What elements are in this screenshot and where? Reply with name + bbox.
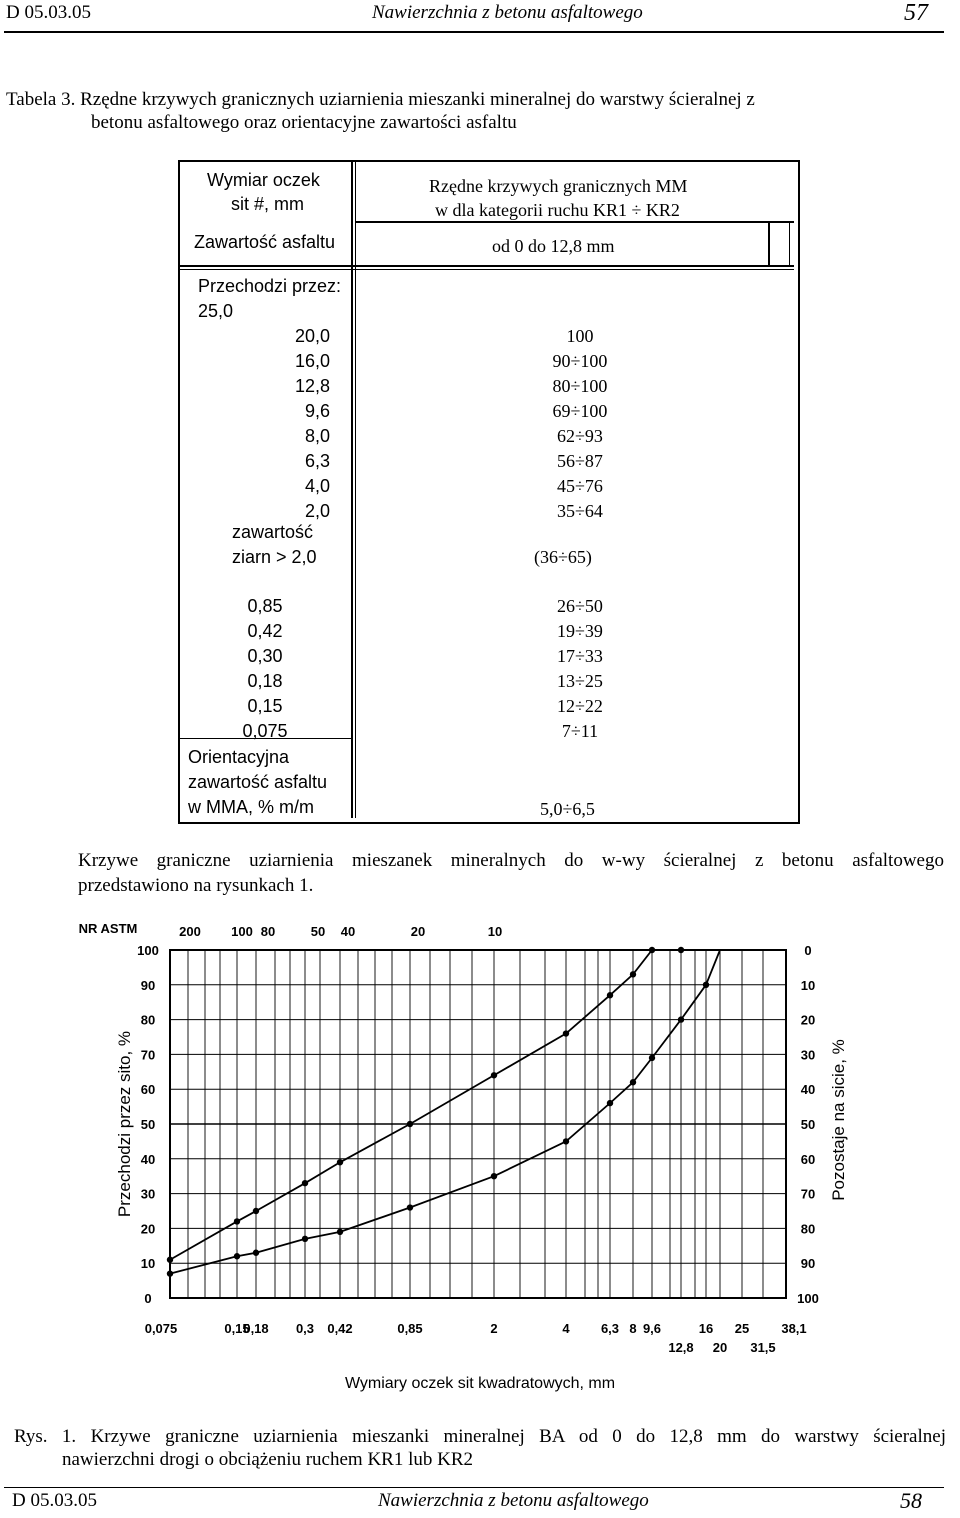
y-tick-right: 100 <box>797 1291 819 1306</box>
passing-range: 62÷93 <box>557 426 603 446</box>
y-tick-right: 60 <box>800 1151 816 1167</box>
table-divider-vertical <box>351 162 353 818</box>
series-line <box>170 950 681 1260</box>
top-axis-tick: 80 <box>260 924 276 939</box>
y-tick-right: 0 <box>804 943 812 958</box>
data-point <box>649 1055 655 1061</box>
data-point <box>302 1180 308 1186</box>
y-tick-left: 90 <box>140 977 156 993</box>
paragraph-line2: przedstawiono na rysunkach 1. <box>78 875 314 896</box>
doc-title: Nawierzchnia z betonu asfaltowego <box>372 2 643 23</box>
fine-passing-range: 19÷39 <box>557 621 603 641</box>
y-tick-right: 40 <box>800 1082 816 1098</box>
asphalt-label-2: zawartość asfaltu <box>188 772 328 792</box>
y-tick-left: 60 <box>140 1082 156 1098</box>
fine-sieve-size: 0,18 <box>247 671 283 691</box>
asphalt-label-3: w MMA, % m/m <box>188 797 314 817</box>
x-tick-row2: 20 <box>712 1340 728 1355</box>
y-tick-left: 40 <box>140 1151 156 1167</box>
coarse-value: (36÷65) <box>534 547 592 567</box>
top-axis-tick: 50 <box>310 924 326 939</box>
figure-caption-line1: Rys. 1. Krzywe graniczne uziarnienia mieszanki mineralnej BA od 0 do 12,8 mm do warstwy ścieralnej <box>14 1426 946 1447</box>
y-tick-left: 10 <box>140 1256 156 1272</box>
fine-sieve-size: 0,42 <box>247 621 283 641</box>
y-tick-left: 30 <box>140 1186 156 1202</box>
data-point <box>337 1159 343 1165</box>
top-axis-tick: 20 <box>410 924 426 939</box>
x-tick: 0,18 <box>243 1321 269 1336</box>
y-tick-right: 80 <box>800 1221 816 1237</box>
x-tick: 2 <box>490 1321 498 1336</box>
data-point <box>678 1016 684 1022</box>
y-tick-right: 70 <box>800 1186 816 1202</box>
x-tick: 9,6 <box>642 1321 662 1336</box>
fine-sieve-size: 0,15 <box>247 696 283 716</box>
passing-range: 56÷87 <box>557 451 603 471</box>
header-sieve-1: Wymiar oczek <box>207 170 320 190</box>
header-curves-1: Rzędne krzywych granicznych MM <box>429 176 688 196</box>
y-axis-title: Przechodzi przez sito, % <box>115 1030 134 1218</box>
footer-rule <box>4 1487 944 1488</box>
passing-range: 80÷100 <box>552 376 608 396</box>
data-point <box>630 1079 636 1085</box>
sieve-size: 20,0 <box>294 326 330 346</box>
table-divider-vertical-right <box>355 162 356 818</box>
sieve-size: 25,0 <box>198 301 234 321</box>
figure-caption <box>14 1425 946 1471</box>
fine-passing-range: 17÷33 <box>557 646 603 666</box>
header-sieve-2: sit #, mm <box>231 194 305 214</box>
header-range: od 0 do 12,8 mm <box>492 236 615 256</box>
doc-code: D 05.03.05 <box>6 2 91 23</box>
y-tick-right: 10 <box>800 977 816 993</box>
top-axis-tick: 40 <box>340 924 356 939</box>
page-number: 57 <box>904 0 928 26</box>
footer-code: D 05.03.05 <box>12 1490 97 1511</box>
y-tick-left: 50 <box>140 1117 156 1132</box>
asphalt-label-1: Orientacyjna <box>188 747 290 767</box>
sieve-size: 6,3 <box>304 451 330 471</box>
data-point <box>563 1030 569 1036</box>
y-tick-left: 0 <box>144 1291 152 1306</box>
fine-sieve-size: 0,85 <box>247 596 283 616</box>
header-asphalt: Zawartość asfaltu <box>194 232 336 252</box>
table-divider-head <box>180 265 794 267</box>
top-axis-tick: 100 <box>231 924 253 939</box>
y-tick-left: 70 <box>140 1047 156 1063</box>
page-header <box>6 2 946 30</box>
data-point <box>337 1229 343 1235</box>
table-caption <box>6 88 946 134</box>
fine-passing-range: 26÷50 <box>557 596 603 616</box>
x-tick: 16 <box>698 1321 714 1336</box>
table-divider-head-2 <box>180 269 794 270</box>
x-tick: 0,42 <box>327 1321 353 1336</box>
data-point <box>234 1253 240 1259</box>
paragraph-line1: Krzywe graniczne uziarnienia mieszanek mineralnych do w-wy ścieralnej z betonu asfaltowego <box>78 850 944 871</box>
paragraph <box>78 848 944 898</box>
table-divider-right-col <box>768 221 770 266</box>
data-point <box>234 1218 240 1224</box>
table-caption-line1: Tabela 3. Rzędne krzywych granicznych uziarnienia mieszanki mineralnej do warstwy ścieralnej z <box>6 89 755 110</box>
passing-range: 69÷100 <box>552 401 608 421</box>
header-rule <box>4 31 944 33</box>
asphalt-value: 5,0÷6,5 <box>540 799 595 819</box>
sieve-size: 8,0 <box>304 426 330 446</box>
top-axis-title: NR ASTM <box>78 921 138 936</box>
header-curves-2: w dla kategorii ruchu KR1 ÷ KR2 <box>435 200 680 220</box>
y-tick-left: 20 <box>140 1221 156 1237</box>
coarse-label-2: ziarn > 2,0 <box>232 547 317 567</box>
data-point <box>407 1121 413 1127</box>
y-tick-left: 80 <box>140 1012 156 1028</box>
footer-page: 58 <box>900 1488 922 1513</box>
passes-label: Przechodzi przez: <box>198 276 342 296</box>
figure-caption-line2: nawierzchni drogi o obciążeniu ruchem KR1 lub KR2 <box>62 1449 474 1470</box>
coarse-label-1: zawartość <box>232 522 314 542</box>
fine-sieve-size: 0,075 <box>242 721 288 741</box>
x-tick: 0,85 <box>397 1321 423 1336</box>
sieve-size: 4,0 <box>304 476 330 496</box>
y-axis-title-right: Pozostaje na sicie, % <box>829 1039 848 1201</box>
sieve-size: 12,8 <box>294 376 330 396</box>
data-point <box>649 947 655 953</box>
y-tick-right: 90 <box>800 1256 816 1272</box>
footer-title: Nawierzchnia z betonu asfaltowego <box>378 1490 649 1511</box>
table-caption-line2: betonu asfaltowego oraz orientacyjne zawartości asfaltu <box>91 112 517 133</box>
data-point <box>167 1257 173 1263</box>
data-point <box>167 1270 173 1276</box>
page-footer <box>12 1490 942 1516</box>
fine-passing-range: 12÷22 <box>557 696 603 716</box>
data-point <box>630 971 636 977</box>
table-divider-right-col-2 <box>789 221 790 266</box>
fine-passing-range: 7÷11 <box>561 721 599 741</box>
x-tick: 0,15 <box>224 1321 250 1336</box>
x-axis-title: Wymiary oczek sit kwadratowych, mm <box>344 1375 616 1392</box>
top-axis-tick: 10 <box>487 924 503 939</box>
x-tick: 25 <box>734 1321 750 1336</box>
data-point <box>491 1072 497 1078</box>
data-point <box>302 1236 308 1242</box>
x-tick: 0,075 <box>144 1321 178 1336</box>
sieve-size: 2,0 <box>304 501 330 521</box>
x-tick-row2: 31,5 <box>750 1340 776 1355</box>
x-tick-row2: 12,8 <box>668 1340 694 1355</box>
data-point <box>253 1250 259 1256</box>
sieve-size: 16,0 <box>294 351 330 371</box>
x-tick: 6,3 <box>600 1321 620 1336</box>
data-point <box>563 1138 569 1144</box>
passing-range: 35÷64 <box>557 501 603 521</box>
series-line <box>170 985 706 1274</box>
x-tick: 38,1 <box>781 1321 807 1336</box>
passing-range: 100 <box>566 326 594 346</box>
data-point <box>253 1208 259 1214</box>
top-axis-tick: 200 <box>179 924 201 939</box>
data-point <box>491 1173 497 1179</box>
series-extension <box>706 950 720 985</box>
grading-table <box>178 160 800 824</box>
sieve-size: 9,6 <box>304 401 330 421</box>
passing-range: 45÷76 <box>557 476 603 496</box>
data-point <box>607 1100 613 1106</box>
y-tick-right: 30 <box>800 1047 816 1063</box>
x-tick: 4 <box>562 1321 570 1336</box>
fine-sieve-size: 0,30 <box>247 646 283 666</box>
x-tick: 0,3 <box>295 1321 315 1336</box>
x-tick: 8 <box>629 1321 637 1336</box>
fine-passing-range: 13÷25 <box>557 671 603 691</box>
data-point <box>607 992 613 998</box>
data-point <box>407 1204 413 1210</box>
passing-range: 90÷100 <box>552 351 608 371</box>
y-tick-left: 100 <box>137 943 159 958</box>
y-tick-right: 50 <box>800 1117 816 1132</box>
grading-chart <box>0 905 960 1405</box>
y-tick-right: 20 <box>800 1012 816 1028</box>
